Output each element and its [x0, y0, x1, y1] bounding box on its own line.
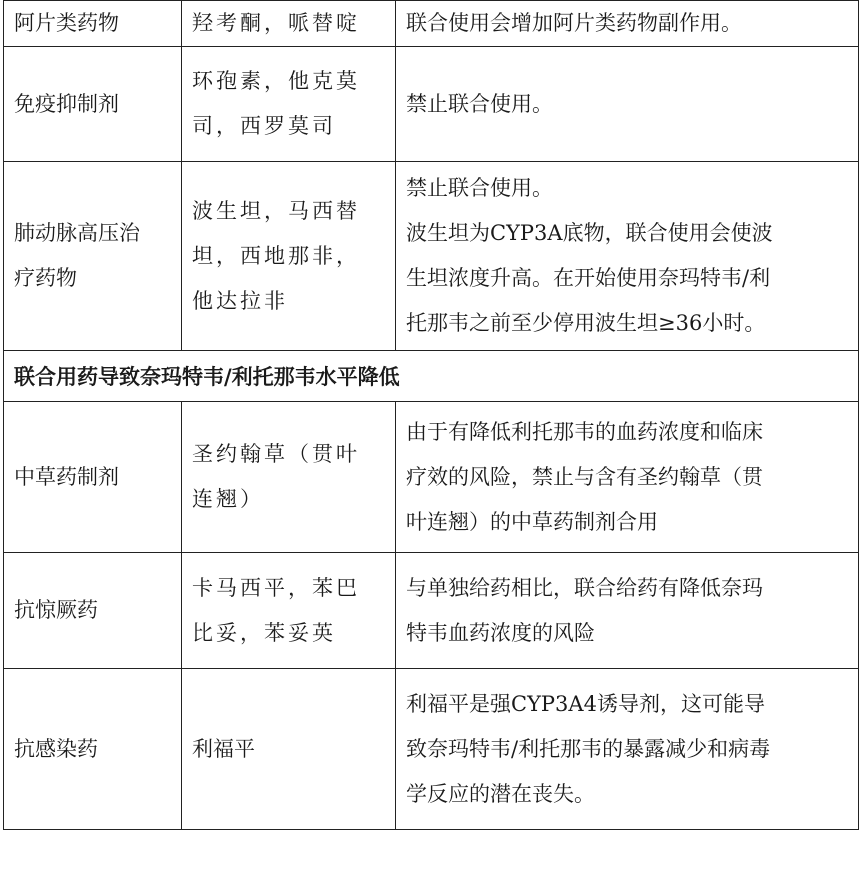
drug-names-line: 比妥，苯妥英 — [192, 620, 336, 645]
interaction-effect-line: 叶连翘）的中草药制剂合用 — [406, 509, 658, 534]
section-header: 联合用药导致奈玛特韦/利托那韦水平降低 — [4, 351, 859, 402]
interaction-effect-cell — [396, 553, 859, 669]
drug-category-label-line: 疗药物 — [14, 266, 77, 290]
drug-names-cell — [182, 553, 396, 669]
drug-names-cell — [182, 1, 396, 47]
interaction-effect-line: 波生坦为CYP3A底物，联合使用会使波 — [406, 221, 773, 245]
interaction-effect-cell — [396, 669, 859, 830]
drug-names-cell — [182, 669, 396, 830]
drug-names-line: 环孢素，他克莫 — [192, 69, 360, 93]
interaction-effect-line: 联合使用会增加阿片类药物副作用。 — [406, 11, 742, 35]
interaction-effect-cell — [396, 47, 859, 162]
drug-names-line: 圣约翰草（贯叶 — [192, 442, 360, 466]
drug-category-label: 阿片类药物 — [14, 11, 119, 35]
interaction-effect-line: 托那韦之前至少停用波生坦≥36小时。 — [406, 311, 766, 335]
drug-interaction-table — [3, 0, 859, 830]
interaction-effect-line: 生坦浓度升高。在开始使用奈玛特韦/利 — [406, 266, 771, 290]
interaction-effect-line: 禁止联合使用。 — [406, 91, 553, 116]
interaction-effect-line: 与单独给药相比，联合给药有降低奈玛 — [406, 575, 763, 600]
drug-names-line: 连翘） — [192, 487, 264, 511]
interaction-effect-cell — [396, 162, 859, 351]
table-row — [4, 1, 859, 47]
drug-category-label: 中草药制剂 — [14, 464, 119, 489]
drug-category-cell — [4, 47, 182, 162]
drug-names-line: 坦，西地那非， — [192, 243, 360, 268]
drug-names-cell — [182, 162, 396, 351]
table-row — [4, 402, 859, 553]
drug-names-line: 卡马西平，苯巴 — [192, 575, 360, 600]
interaction-effect-line: 由于有降低利托那韦的血药浓度和临床 — [406, 419, 763, 444]
interaction-effect-line: 特韦血药浓度的风险 — [406, 620, 595, 645]
drug-category-cell — [4, 402, 182, 553]
drug-category-cell — [4, 669, 182, 830]
interaction-effect-line: 禁止联合使用。 — [406, 176, 553, 200]
drug-names-cell — [182, 47, 396, 162]
drug-category-label-line: 肺动脉高压治 — [14, 221, 140, 245]
table-row — [4, 669, 859, 830]
table-row — [4, 162, 859, 351]
drug-category-label: 免疫抑制剂 — [14, 91, 119, 116]
interaction-effect-line: 疗效的风险，禁止与含有圣约翰草（贯 — [406, 464, 763, 489]
drug-names-cell — [182, 402, 396, 553]
interaction-effect-line: 致奈玛特韦/利托那韦的暴露减少和病毒 — [406, 736, 771, 761]
section-header-row — [4, 351, 859, 402]
drug-category-cell — [4, 553, 182, 669]
drug-category-cell — [4, 162, 182, 351]
drug-names-line: 司，西罗莫司 — [192, 114, 336, 138]
drug-names-line: 利福平 — [192, 736, 255, 761]
interaction-effect-cell — [396, 402, 859, 553]
drug-category-label: 抗感染药 — [14, 736, 98, 761]
interaction-effect-line: 学反应的潜在丧失。 — [406, 781, 595, 806]
table-row — [4, 47, 859, 162]
interaction-effect-cell — [396, 1, 859, 47]
drug-category-cell — [4, 1, 182, 47]
drug-names-line: 波生坦，马西替 — [192, 198, 360, 223]
drug-category-label: 抗惊厥药 — [14, 598, 98, 622]
drug-names-line: 他达拉非 — [192, 288, 288, 313]
table-row — [4, 553, 859, 669]
drug-names-line: 羟考酮，哌替啶 — [192, 11, 360, 35]
interaction-effect-line: 利福平是强CYP3A4诱导剂，这可能导 — [406, 691, 765, 716]
